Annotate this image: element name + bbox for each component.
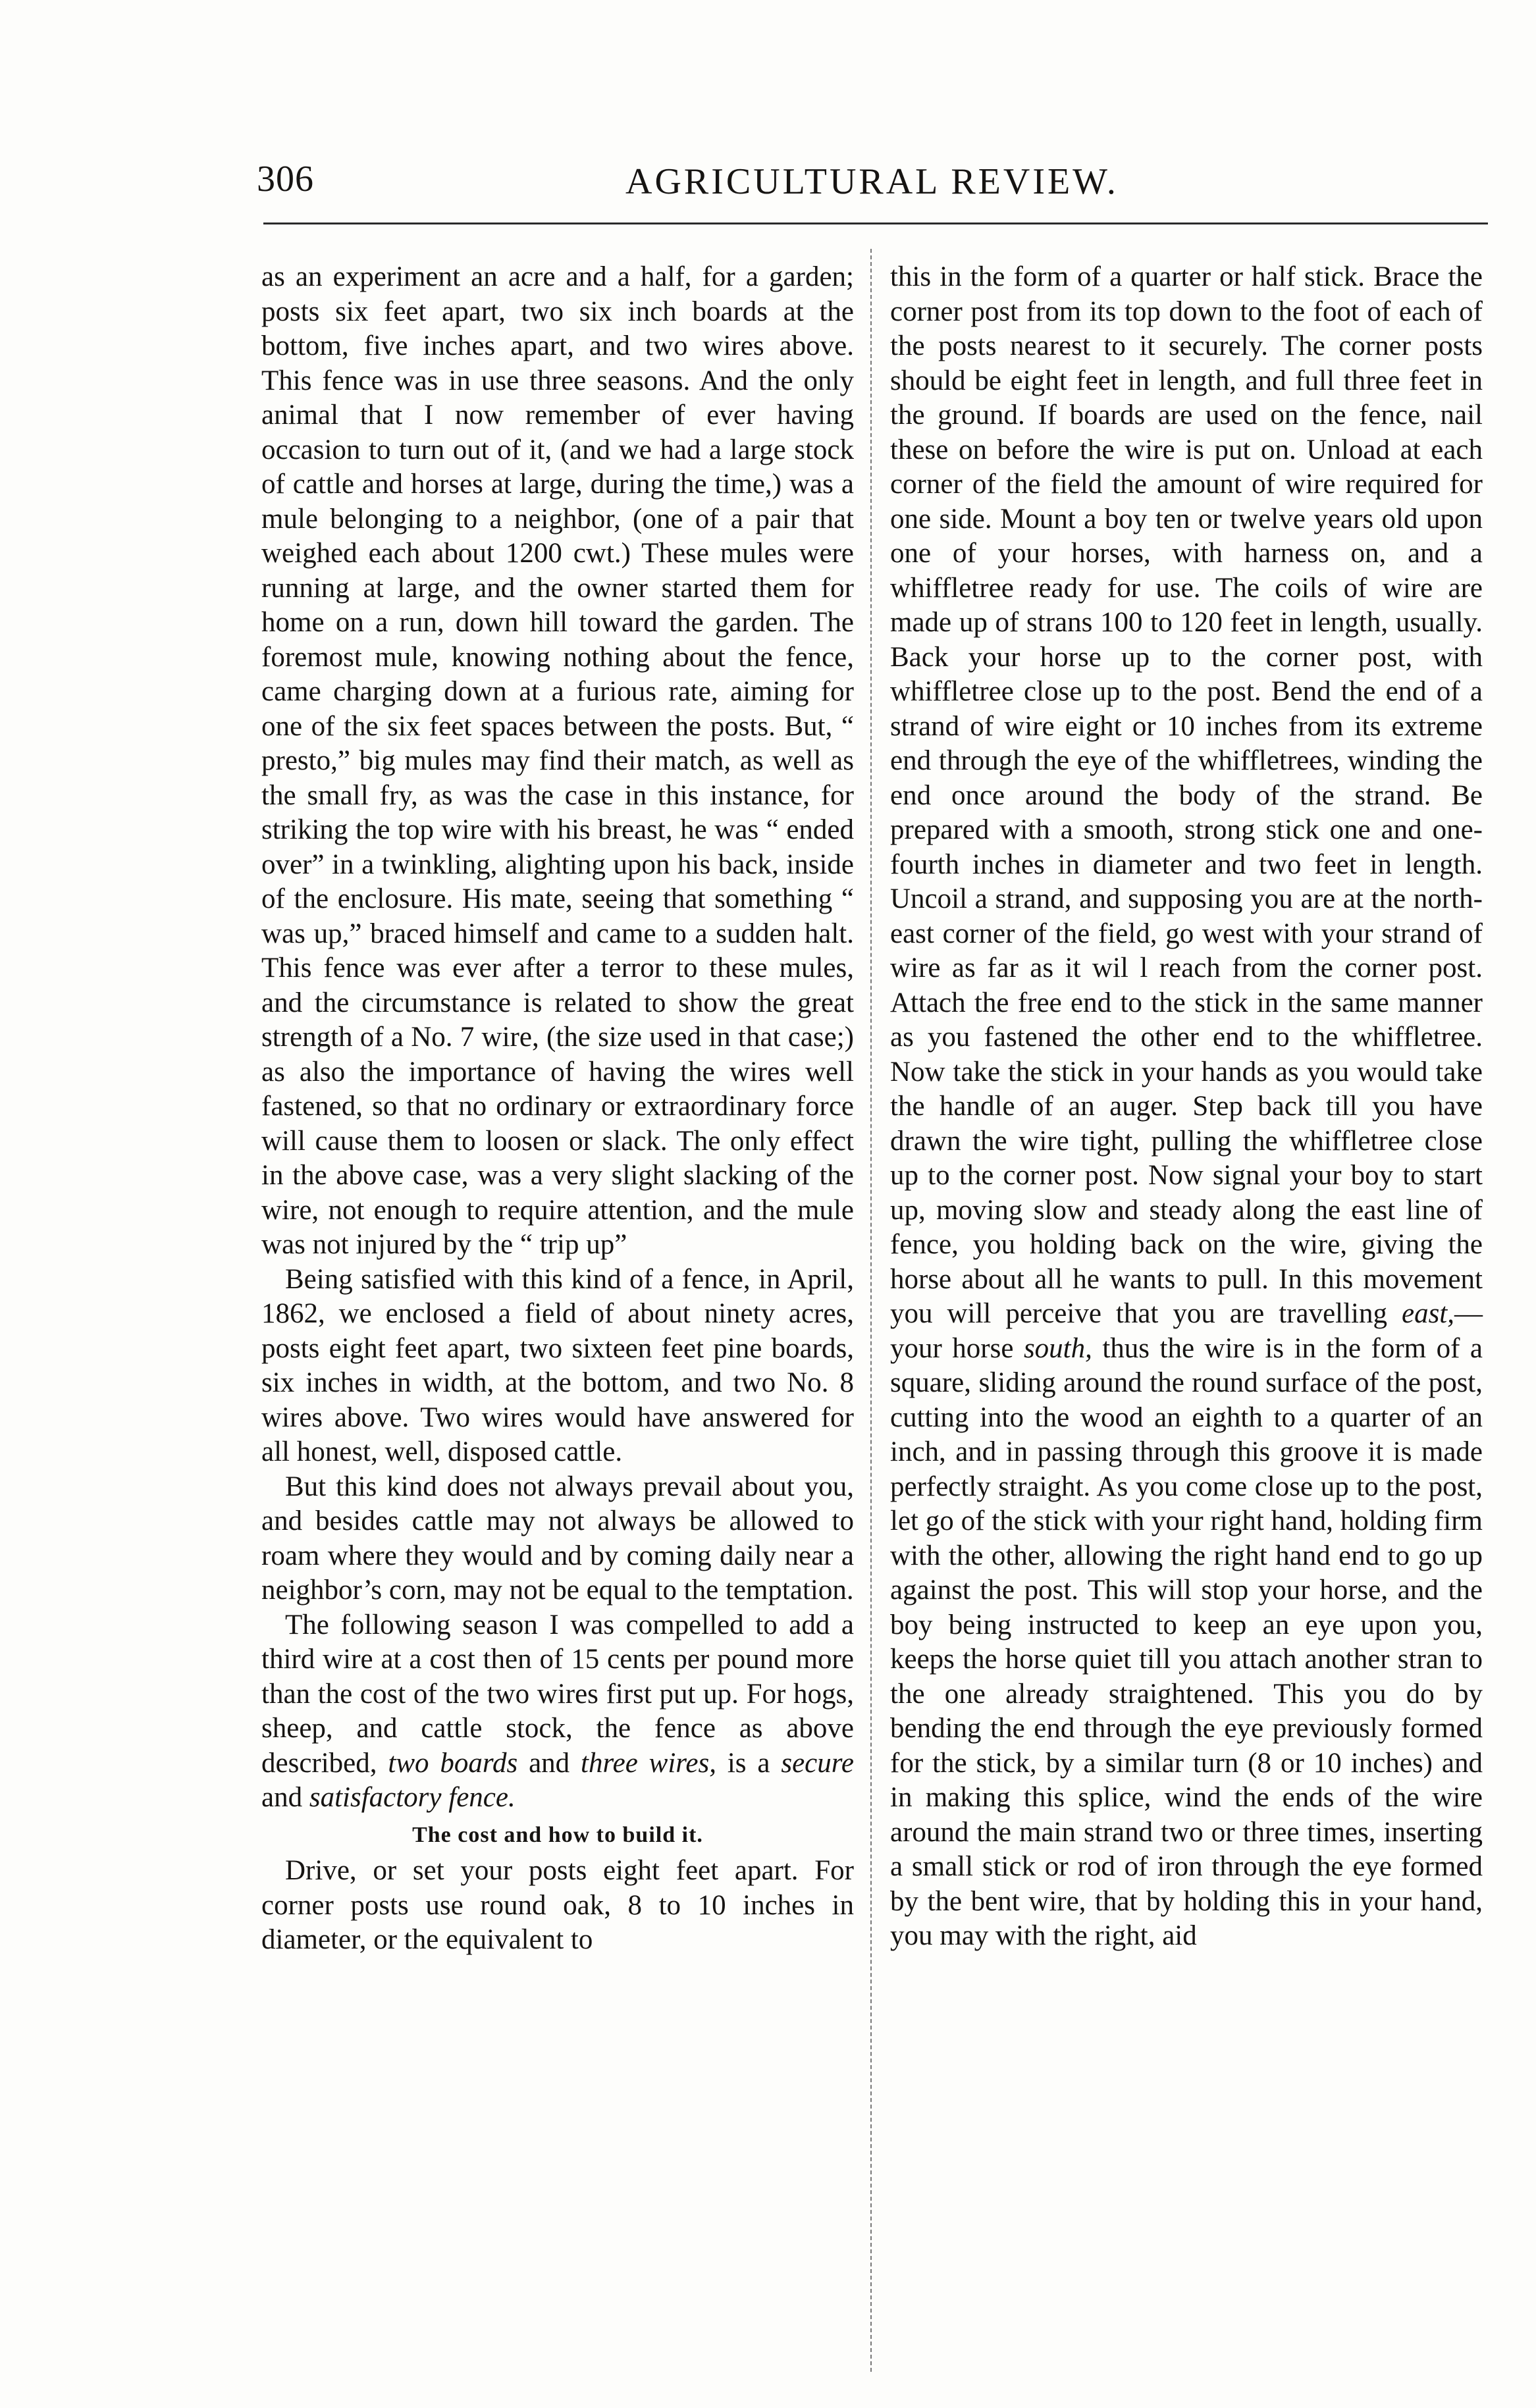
paragraph: But this kind does not always prevail about you, and besides cattle may not always be allowed to roam where they would and by coming daily near a neighbor’s corn, may not be equal to the temptation. [261, 1471, 854, 1606]
paragraph-text: this in the form of a quarter or half stick. Brace the corner post from its top down to the foot of each of the posts nearest to it securely. The corner posts should be eight feet in length, and full three feet in the ground. If boards are used on the fence, nail these on before the wire is put on. Unload at each corner of the field the amount of wire required for one side. Mount a boy ten or twelve years old upon one of your horses, with harness on, and a whiffletree ready for use. The coils of wire are made up of strans 100 to 120 feet in length, usually. Back your horse up to the corner post, with whiffletree close up to the post. Bend the end of a strand of wire eight or 10 inches from its extreme end through the eye of the whiffletrees, winding the end once around the body of the strand. Be prepared with a smooth, strong stick one and one-fourth inches in diameter and two feet in length. Uncoil a strand, and supposing you are at the north-east corner of the field, go west with your strand of wire as far as it wil l reach from the corner post. Attach the free end to the stick in the same manner as you fastened the other end to the whiffletree. Now take the stick in your hands as you would take the handle of an auger. Step back till you have drawn the wire tight, pulling the whiffletree close up to the corner post. Now signal your boy to start up, moving slow and steady along the east line of fence, you holding back on the wire, giving the horse about all he wants to pull. In this movement you will perceive that you are travelling [890, 261, 1483, 1329]
paragraph-text: and [529, 1747, 570, 1779]
paragraph-text: and [261, 1782, 303, 1813]
running-title: AGRICULTURAL REVIEW. [625, 161, 1119, 202]
page-header [257, 158, 1488, 211]
paragraph-text: The following season I was compelled to add a third wire at a cost then of 15 cents per pound more than the cost of the two wires first put up. For hogs, sheep, and cattle stock, the fence as above described, [261, 1609, 854, 1779]
right-column [890, 260, 1483, 1954]
left-column [261, 260, 854, 1958]
emphasis: south, [1023, 1332, 1092, 1364]
paragraph-text: —your horse [890, 1298, 1483, 1364]
paragraph-text: thus the wire is in the form of a square, sliding around the round surface of the post, cutting into the wood an eighth to a quarter of an inch, and in passing through this groove it is made perfectly straight. As you come close up to the post, let go of the stick with your right hand, holding firm with the other, allowing the right hand end to go up against the post. This will stop your horse, and the boy being instructed to keep an eye upon you, keeps the horse quiet till you attach another stran to the one already straightened. This you do by bending the end through the eye previously formed for the stick, by a similar turn (8 or 10 inches) and in making this splice, wind the ends of the wire around the main strand two or three times, inserting a small stick or rod of iron through the eye formed by the bent wire, that by holding this in your hand, you may with the right, aid [890, 1332, 1483, 1951]
emphasis: three wires, [581, 1747, 716, 1779]
section-subheading: The cost and how to build it. [412, 1822, 703, 1847]
paragraph: as an experiment an acre and a half, for a garden; posts six feet apart, two six inch boards at the bottom, five inches apart, and two wires above. This fence was in use three seasons. And the only animal that I now remember of ever having occasion to turn out of it, (and we had a large stock of cattle and horses at large, during the time,) was a mule belonging to a neighbor, (one of a pair that weighed each about 1200 cwt.) These mules were running at large, and the owner started them for home on a run, down hill toward the garden. The foremost mule, knowing nothing about the fence, came charging down at a furious rate, aiming for one of the six feet spaces between the posts. But, “ presto,” big mules may find their match, as well as the small fry, as was the case in this instance, for striking the top wire with his breast, he was “ ended over” in a twinkling, alighting upon his back, inside of the enclosure. His mate, seeing that something “ was up,” braced himself and came to a sudden halt. This fence was ever after a terror to these mules, and the circumstance is related to show the great strength of a No. 7 wire, (the size used in that case;) as also the importance of having the wires well fastened, so that no ordinary or extraordinary force will cause them to loosen or slack. The only effect in the above case, was a very slight slacking of the wire, not enough to require attention, and the mule was not injured by the “ trip up” [261, 261, 854, 1260]
paragraph: Being satisfied with this kind of a fence, in April, 1862, we enclosed a field of about ninety acres, posts eight feet apart, two sixteen feet pine boards, six inches in width, at the bottom, and two No. 8 wires above. Two wires would have answered for all honest, well, disposed cattle. [261, 1263, 854, 1467]
emphasis: satisfactory fence. [309, 1782, 516, 1813]
paragraph [261, 1608, 854, 1816]
paragraph-text: is a [727, 1747, 770, 1779]
paragraph [890, 260, 1483, 1954]
page-number: 306 [257, 159, 314, 199]
emphasis: east, [1401, 1298, 1455, 1329]
emphasis: secure [781, 1747, 854, 1779]
header-rule [263, 222, 1488, 224]
emphasis: two boards [388, 1747, 518, 1779]
column-divider [870, 249, 872, 2372]
paragraph: Drive, or set your posts eight feet apart. For corner posts use round oak, 8 to 10 inches in diameter, or the equivalent to [261, 1855, 854, 1955]
